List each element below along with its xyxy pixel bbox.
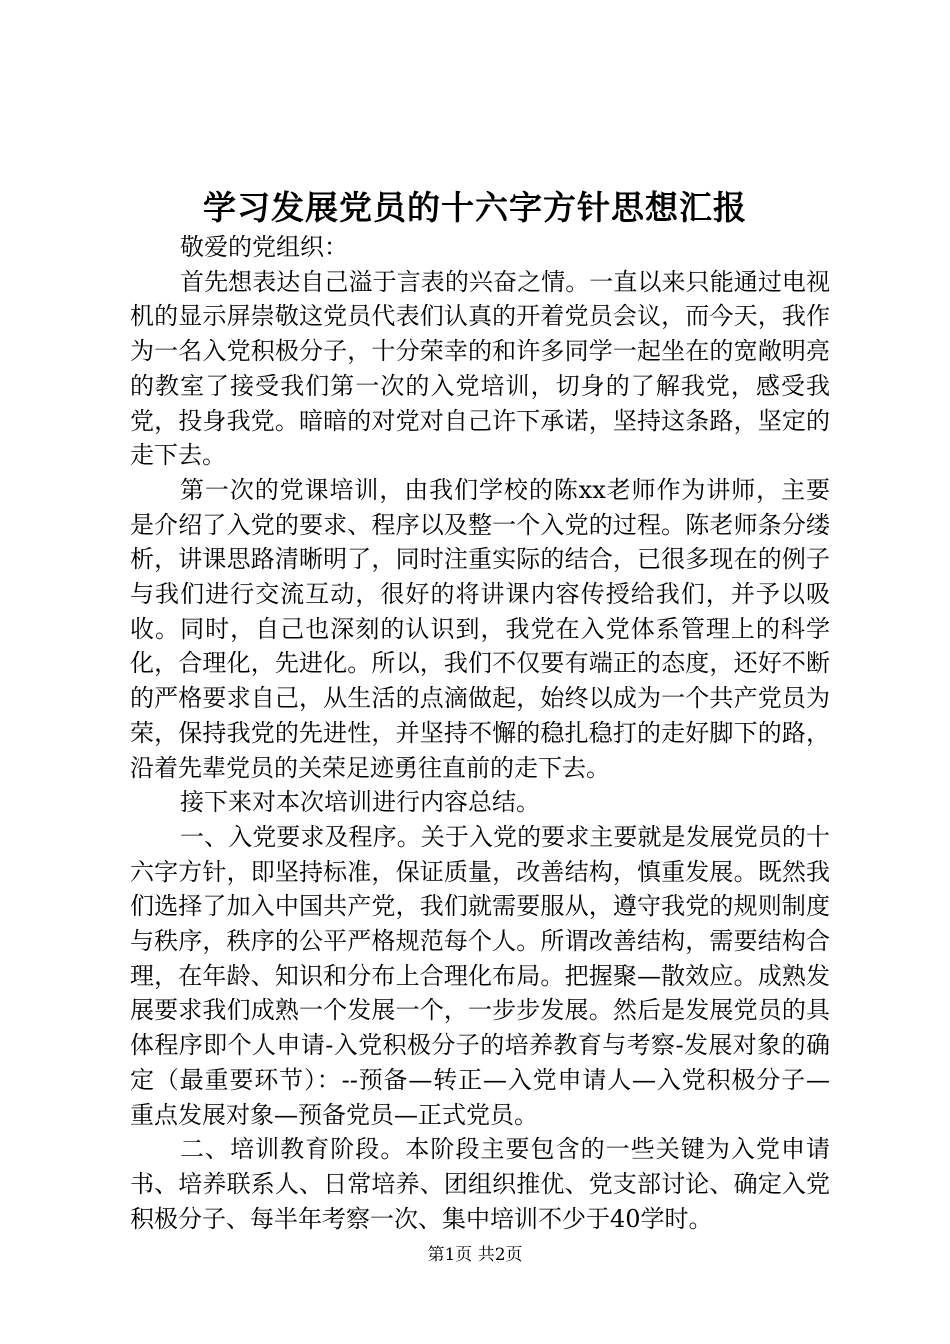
paragraph-training: 第一次的党课培训，由我们学校的陈xx老师作为讲师，主要是介绍了入党的要求、程序以及整一个入党的过程。陈老师条分缕析，讲课思路清晰明了，同时注重实际的结合，已很多现在的例子与我们进行交流互动，很好的将讲课内容传授给我们，并予以吸收。同时，自己也深刻的认识到，我党在入党体系管理上的科学化，合理化，先进化。所以，我们不仅要有端正的态度，还好不断的严格要求自己，从生活的点滴做起，始终以成为一个共产党员为荣，保持我党的先进性，并坚持不懈的稳扎稳打的走好脚下的路，沿着先辈党员的关荣足迹勇往直前的走下去。: [130, 475, 830, 782]
paragraph-summary-lead: 接下来对本次培训进行内容总结。: [180, 788, 540, 817]
paragraph-intro: 首先想表达自己溢于言表的兴奋之情。一直以来只能通过电视机的显示屏崇敬这党员代表们认真的开着党员会议，而今天，我作为一名入党积极分子，十分荣幸的和许多同学一起坐在的宽敞明亮的教室了接受我们第一次的入党培训，切身的了解我党，感受我党，投身我党。暗暗的对党对自己许下承诺，坚持这条路，坚定的走下去。: [130, 267, 830, 470]
document-title: 学习发展党员的十六字方针思想汇报: [203, 188, 747, 227]
paragraph-section-one: 一、入党要求及程序。关于入党的要求主要就是发展党员的十六字方针，即坚持标准，保证质量，改善结构，慎重发展。既然我们选择了加入中国共产党，我们就需要服从，遵守我党的规则制度与秩序，秩序的公平严格规范每个人。所谓改善结构，需要结构合理，在年龄、知识和分布上合理化布局。把握聚—散效应。成熟发展要求我们成熟一个发展一个，一步步发展。然后是发展党员的具体程序即个人申请-入党积极分子的培养教育与考察-发展对象的确定（最重要环节）：--预备—转正—入党申请人—入党积极分子—重点发展对象—预备党员—正式党员。: [130, 822, 830, 1129]
page-footer: 第1页 共2页: [427, 1245, 523, 1265]
salutation: 敬爱的党组织：: [180, 233, 348, 261]
document-body: [130, 230, 830, 1236]
paragraph-section-two: 二、培训教育阶段。本阶段主要包含的一些关键为入党申请书、培养联系人、日常培养、团组织推优、党支部讨论、确定入党积极分子、每半年考察一次、集中培训不少于40学时。: [130, 1135, 830, 1233]
